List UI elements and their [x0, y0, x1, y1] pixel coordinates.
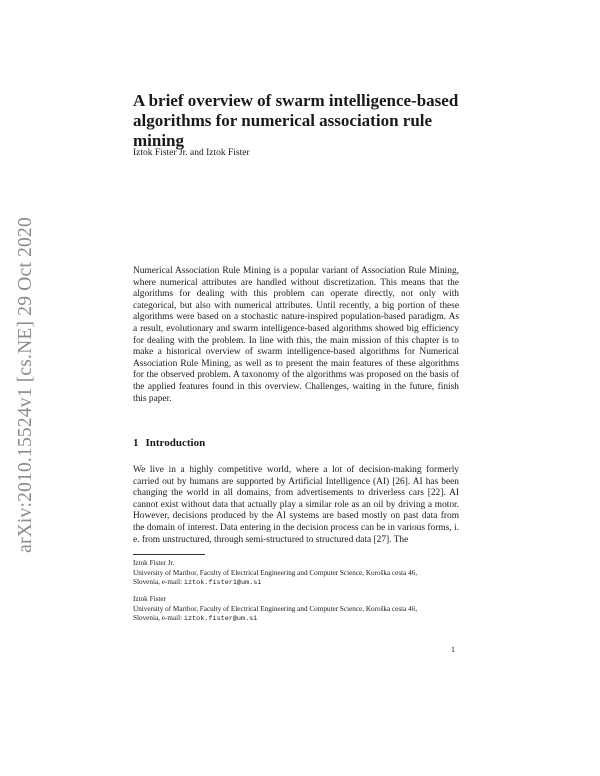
abstract: Numerical Association Rule Mining is a popular variant of Association Rule Mining, where numerical attributes are handled without discretization. This means that the algorithms for dealing with this problem can operate directly, not only with categorical, but also with numerical attributes. Until recently, a big portion of these algorithms were based on a stochastic nature-inspired population-based paradigm. As a result, evolutionary and swarm intelligence-based algorithms showed big efficiency for dealing with the problem. In line with this, the main mission of this chapter is to make a historical overview of swarm intelligence-based algorithms for Numerical Association Rule Mining, as well as to present the main features of these algorithms for the observed problem. A taxonomy of the algorithms was proposed on the basis of the applied features found in this overview. Challenges, waiting in the future, finish this paper. — [133, 266, 459, 404]
footnote-author-2 — [133, 595, 463, 625]
email-prefix: Slovenia, e-mail: — [133, 614, 183, 622]
arxiv-stamp — [8, 180, 44, 590]
section-title: Introduction — [145, 437, 206, 449]
footnote-author-name: Iztok Fister — [133, 595, 166, 603]
footnote-author-name: Iztok Fister Jr. — [133, 559, 175, 567]
page-number: 1 — [451, 645, 455, 654]
authors: Iztok Fister Jr. and Iztok Fister — [133, 148, 250, 158]
email-address[interactable]: iztok.fister@um.si — [183, 615, 258, 623]
footnote-author-1 — [133, 559, 463, 589]
footnote-rule — [133, 554, 205, 555]
section-heading — [133, 437, 205, 449]
arxiv-id: arXiv:2010.15524v1 [cs.NE] 29 Oct 2020 — [15, 217, 37, 553]
intro-paragraph: We live in a highly competitive world, where a lot of decision-making formerly carried out by humans are supported by Artificial Intelligence (AI) [26]. AI has been changing the world in all domains, from advertisements to driverless cars [22]. AI cannot exist without data that actually play a similar role as an oil by driving a motor. However, decisions produced by the AI systems are based mostly on past data from the domain of interest. Data entering in the decision process can be in various forms, i. e. from unstructured, through semi-structured to structured data [27]. The — [133, 465, 459, 545]
email-address[interactable]: iztok.fister1@um.si — [183, 579, 262, 587]
section-number: 1 — [133, 437, 139, 449]
footnote-email-line — [133, 614, 463, 625]
footnote-affiliation: University of Maribor, Faculty of Electrical Engineering and Computer Science, Koroška cesta 46, — [133, 568, 418, 577]
paper-title: A brief overview of swarm intelligence-based algorithms for numerical association rule mining — [133, 91, 459, 150]
footnote-email-line — [133, 578, 463, 589]
email-prefix: Slovenia, e-mail: — [133, 578, 183, 586]
footnote-affiliation: University of Maribor, Faculty of Electrical Engineering and Computer Science, Koroška cesta 46, — [133, 604, 418, 613]
